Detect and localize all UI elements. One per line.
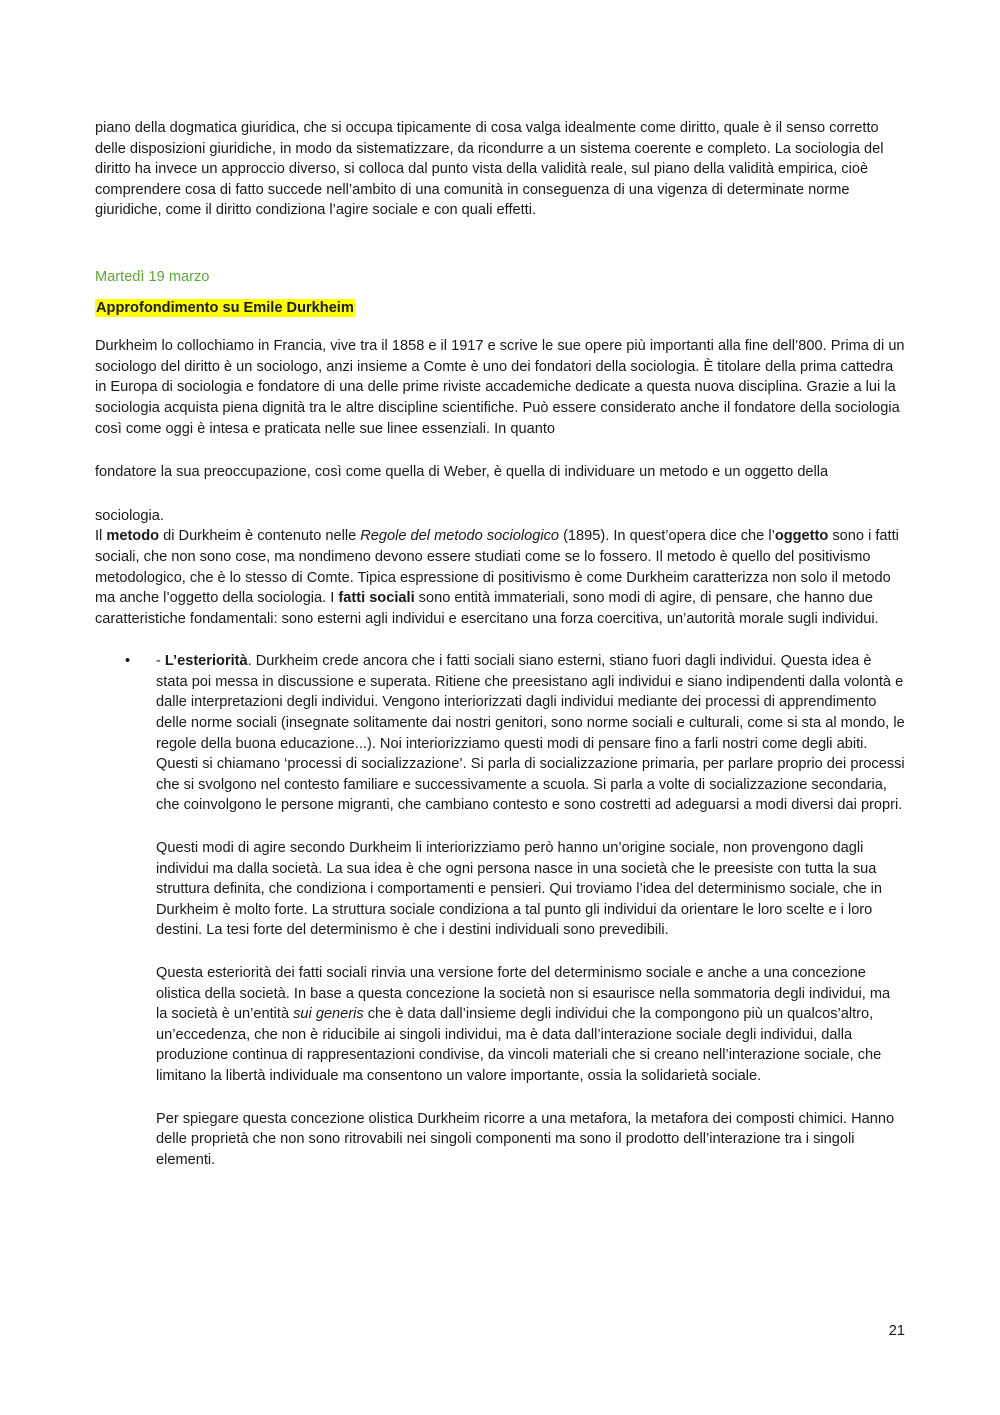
spacer <box>95 439 905 462</box>
bold-term: metodo <box>106 528 160 545</box>
text-run: sono entità immateriali, sono modi di agire, di pensare, che hanno due caratteristiche fondamentali: sono esterni agli individui e esercitano una forza coercitiva, un’autorità morale sugli individui. <box>95 590 879 627</box>
bold-term: oggetto <box>774 528 829 545</box>
bold-term: fatti sociali <box>338 590 415 607</box>
text-run: sono i fatti sociali, che non sono cose, ma nondimeno devono essere studiati come se lo fossero. Il metodo è quello del positivismo metodologico, che è lo stesso di Comte. Tipica espressione di positivismo è come Durkheim caratterizza non solo il metodo ma anche l’oggetto della sociologia. I <box>95 528 899 607</box>
bullet-paragraph-esteriorita <box>156 651 905 816</box>
text-run: . Durkheim crede ancora che i fatti sociali siano esterni, stiano fuori dagli individui. Questa idea è stata poi messa in discussione e superata. Ritiene che preesistano agli individui e siano indipendenti dalla volontà e dalle interpretazioni degli individui. Vengono interiorizzati dagli individui mediante dei processi di apprendimento delle norme sociali (insegnate solitamente dai nostri genitori, sono norme sociali e culturali, come si sta al mondo, le regole della buona educazione...). Noi interiorizziamo questi modi di pensare fino a farli nostri come degli abiti. Questi si chiamano ‘processi di socializzazione’. Si parla di socializzazione primaria, per parlare proprio dei processi che si svolgono nel contesto familiare e successivamente a scuola. Si parla a volte di socializzazione secondaria, che coinvolgono le persone migranti, che cambiano contesto e sono costretti ad adeguarsi a modi diversi dai propri. <box>156 653 905 814</box>
section-heading-row <box>95 298 905 319</box>
bullet-marker: • <box>125 653 131 670</box>
text-run: (1895). In quest’opera dice che l’ <box>559 528 775 545</box>
italic-term: sui generis <box>293 1006 364 1023</box>
bullet-paragraph-olistica <box>156 963 905 1087</box>
text-run: che è data dall’insieme degli individui che la compongono più un qualcos’altro, un’eccedenza, che non è riducibile ai singoli individui, ma è data dall’interazione sociale degli individui, dalla produzione continua di rappresentazioni condivise, da vincoli materiali che si creano nell’interazione sociale, che limitano la libertà individuale ma consentono un valore importante, ossia la solidarietà sociale. <box>156 1006 882 1084</box>
italic-title: Regole del metodo sociologico <box>360 528 560 545</box>
spacer <box>95 483 905 506</box>
page-body <box>95 118 905 1170</box>
text-run: Il <box>95 528 107 545</box>
text-run: Questa esteriorità dei fatti sociali rinvia una versione forte del determinismo sociale e anche a una concezione olistica della società. In base a questa concezione la società non si esaurisce nella sommatoria degli individui, ma la società è un’entità <box>156 965 891 1023</box>
date-heading: Martedì 19 marzo <box>95 268 210 285</box>
intro-paragraph: piano della dogmatica giuridica, che si occupa tipicamente di cosa valga idealmente come diritto, quale è il senso corretto delle disposizioni giuridiche, in modo da sistematizzare, da ricondurre a un sistema coerente e completo. La sociologia del diritto ha invece un approccio diverso, si colloca dal punto vista della validità reale, sul piano della validità empirica, cioè comprendere cosa di fatto succede nell’ambito di una comunità in conseguenza di una vigenza di determinate norme giuridiche, come il diritto condiziona l’agire sociale e con quali effetti. <box>95 120 884 219</box>
section-heading: Approfondimento su Emile Durkheim <box>96 299 354 316</box>
paragraph-durkheim-intro: Durkheim lo collochiamo in Francia, vive tra il 1858 e il 1917 e scrive le sue opere più importanti alla fine dell’800. Prima di un sociologo del diritto è un sociologo, anzi insieme a Comte è uno dei fondatori della sociologia. È titolare della prima cattedra in Europa di sociologia e fondatore di una delle prime riviste accademiche dedicate a questa nuova disciplina. Grazie a lui la sociologia acquista piena dignità tra le altre discipline scientifiche. Può essere considerato anche il fondatore della sociologia così come oggi è intesa e praticata nelle sue linee essenziali. In quanto <box>95 338 905 437</box>
page-number: 21 <box>888 1323 905 1339</box>
paragraph-durkheim-continued: fondatore la sua preoccupazione, così come quella di Weber, è quella di individuare un metodo e un oggetto della <box>95 464 829 481</box>
bullet-paragraph-metafora: Per spiegare questa concezione olistica Durkheim ricorre a una metafora, la metafora dei composti chimici. Hanno delle proprietà che non sono ritrovabili nei singoli componenti ma sono il prodotto dell’interazione tra i singoli elementi. <box>156 1110 895 1168</box>
bullet-paragraph-origine-sociale: Questi modi di agire secondo Durkheim li interiorizziamo però hanno un’origine sociale, non provengono dagli individui ma dalla società. La sua idea è che ogni persona nasce in una società che le preesiste con tutta la sua struttura definita, che condiziona i comportamenti e pensieri. Qui troviamo l’idea del determinismo sociale, che in Durkheim è molto forte. La struttura sociale condiziona a tal punto gli individui da orientare le loro scelte e i loro destini. La tesi forte del determinismo è che i destini individuali sono prevedibili. <box>156 840 882 939</box>
bullet-list-item <box>95 651 905 1170</box>
dash: - <box>156 653 165 670</box>
text-run: di Durkheim è contenuto nelle <box>159 528 361 545</box>
text-run: sociologia. <box>95 507 164 524</box>
paragraph-metodo <box>95 506 905 630</box>
bold-term: L’esteriorità <box>164 653 248 670</box>
